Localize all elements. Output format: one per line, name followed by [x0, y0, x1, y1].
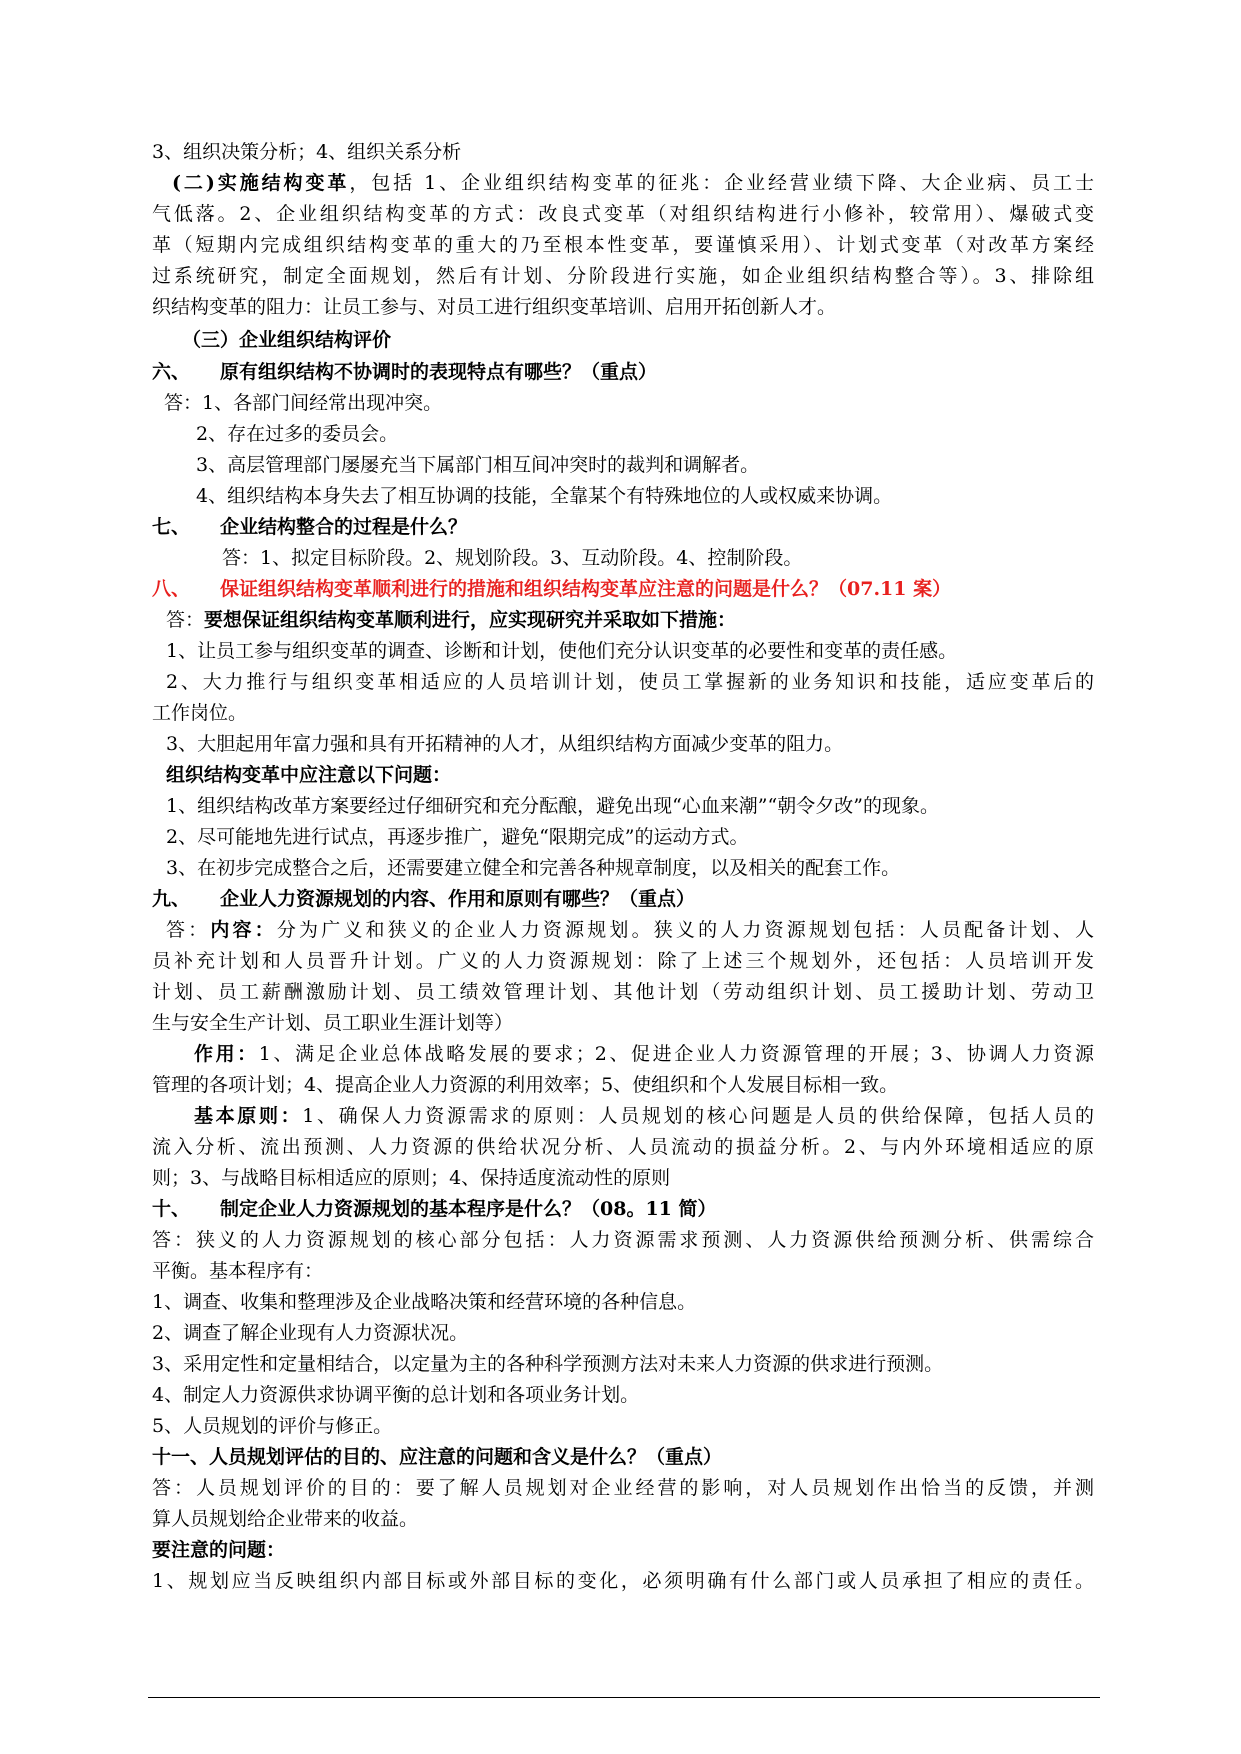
answer-line: 则；3、与战略目标相适应的原则；4、保持适度流动性的原则 [152, 1167, 671, 1189]
question-text: 企业人力资源规划的内容、作用和原则有哪些？（重点） [220, 888, 696, 910]
answer-line: 3、高层管理部门屡屡充当下属部门相互间冲突时的裁判和调解者。 [196, 454, 760, 476]
answer-line [194, 1104, 1094, 1128]
section-subheading: （三）企业组织结构评价 [182, 329, 392, 351]
question-number: 十、 [152, 1198, 191, 1220]
answer-line: 1、组织结构改革方案要经过仔细研究和充分酝酿，避免出现“心血来潮”“朝令夕改”的现象。 [166, 795, 939, 817]
answer-line: 2、大力推行与组织变革相适应的人员培训计划，使员工掌握新的业务知识和技能，适应变革后的 [166, 671, 1094, 693]
answer-line [166, 918, 1094, 942]
answer-line: 答：1、各部门间经常出现冲突。 [164, 392, 443, 414]
question-heading [152, 887, 695, 911]
answer-line: 2、尽可能地先进行试点，再逐步推广，避免“限期完成”的运动方式。 [166, 826, 749, 848]
question-heading [152, 1197, 717, 1221]
answer-line: 管理的各项计划；4、提高企业人力资源的利用效率；5、使组织和个人发展目标相一致。 [152, 1074, 899, 1096]
question-heading: 十一、人员规划评估的目的、应注意的问题和含义是什么？（重点） [152, 1446, 723, 1468]
answer-line: 4、制定人力资源供求协调平衡的总计划和各项业务计划。 [152, 1384, 640, 1406]
answer-line: 流入分析、流出预测、人力资源的供给状况分析、人员流动的损益分析。2、与内外环境相适应的原 [152, 1136, 1094, 1158]
answer-line: 答：狭义的人力资源规划的核心部分包括：人力资源需求预测、人力资源供给预测分析、供需综合 [152, 1229, 1094, 1251]
bold-text: 要想保证组织结构变革顺利进行，应实现研究并采取如下措施： [204, 609, 737, 631]
bold-text: 内容： [210, 919, 277, 941]
text-line: 气低落。2、企业组织结构变革的方式：改良式变革（对组织结构进行小修补，较常用）、爆破式变 [152, 203, 1094, 225]
footer-divider [148, 1697, 1100, 1698]
bold-text: 作用： [194, 1043, 259, 1065]
bold-text: 基本原则： [194, 1105, 303, 1127]
text-line: 织结构变革的阻力：让员工参与、对员工进行组织变革培训、启用开拓创新人才。 [152, 296, 837, 318]
answer-line: 计划、员工薪酬激励计划、员工绩效管理计划、其他计划（劳动组织计划、员工援助计划、劳动卫 [152, 981, 1094, 1003]
answer-line: 1、让员工参与组织变革的调查、诊断和计划，使他们充分认识变革的必要性和变革的责任感。 [166, 640, 958, 662]
bold-heading: (二)实施结构变革 [172, 172, 350, 194]
bold-subheading: 要注意的问题： [152, 1539, 286, 1561]
answer-prefix: 答： [166, 609, 205, 631]
answer-line: 2、调查了解企业现有人力资源状况。 [152, 1322, 469, 1344]
question-heading-highlighted [152, 577, 951, 601]
answer-line [194, 1042, 1094, 1066]
answer-line: 3、大胆起用年富力强和具有开拓精神的人才，从组织结构方面减少变革的阻力。 [166, 733, 844, 755]
answer-line: 平衡。基本程序有： [152, 1260, 324, 1282]
question-text: 保证组织结构变革顺利进行的措施和组织结构变革应注意的问题是什么？（07.11 案） [220, 578, 952, 600]
question-heading [152, 360, 657, 384]
answer-line: 工作岗位。 [152, 702, 248, 724]
answer-line [166, 608, 736, 632]
question-text: 制定企业人力资源规划的基本程序是什么？（08。11 简） [220, 1198, 717, 1220]
answer-line: 答：人员规划评价的目的：要了解人员规划对企业经营的影响，对人员规划作出恰当的反馈，并测 [152, 1477, 1094, 1499]
answer-line: 3、在初步完成整合之后，还需要建立健全和完善各种规章制度，以及相关的配套工作。 [166, 857, 901, 879]
answer-line: 3、采用定性和定量相结合，以定量为主的各种科学预测方法对未来人力资源的供求进行预测。 [152, 1353, 944, 1375]
question-number: 九、 [152, 888, 191, 910]
answer-line: 员补充计划和人员晋升计划。广义的人力资源规划：除了上述三个规划外，还包括：人员培训开发 [152, 950, 1094, 972]
bold-subheading: 组织结构变革中应注意以下问题： [166, 764, 452, 786]
text-span: 1、确保人力资源需求的原则：人员规划的核心问题是人员的供给保障，包括人员的 [302, 1105, 1094, 1127]
answer-line: 1、规划应当反映组织内部目标或外部目标的变化，必须明确有什么部门或人员承担了相应的责任。 [152, 1570, 1094, 1592]
text-line [172, 171, 1094, 195]
answer-prefix: 答： [166, 919, 211, 941]
question-number: 六、 [152, 361, 191, 383]
text-line: 3、组织决策分析；4、组织关系分析 [152, 141, 462, 163]
text-span: ，包括 1、企业组织结构变革的征兆：企业经营业绩下降、大企业病、员工士 [349, 172, 1094, 194]
question-text: 企业结构整合的过程是什么？ [220, 516, 468, 538]
question-text: 原有组织结构不协调时的表现特点有哪些？（重点） [220, 361, 658, 383]
answer-line: 4、组织结构本身失去了相互协调的技能，全靠某个有特殊地位的人或权威来协调。 [196, 485, 893, 507]
text-span: 分为广义和狭义的企业人力资源规划。狭义的人力资源规划包括：人员配备计划、人 [276, 919, 1094, 941]
answer-line: 算人员规划给企业带来的收益。 [152, 1508, 419, 1530]
text-span: 1、满足企业总体战略发展的要求；2、促进企业人力资源管理的开展；3、协调人力资源 [258, 1043, 1094, 1065]
question-number: 八、 [152, 578, 191, 600]
answer-line: 5、人员规划的评价与修正。 [152, 1415, 393, 1437]
answer-line: 1、调查、收集和整理涉及企业战略决策和经营环境的各种信息。 [152, 1291, 697, 1313]
question-heading [152, 515, 467, 539]
answer-line: 2、存在过多的委员会。 [196, 423, 399, 445]
answer-line: 生与安全生产计划、员工职业生涯计划等） [152, 1012, 514, 1034]
question-number: 七、 [152, 516, 191, 538]
answer-line: 答：1、拟定目标阶段。2、规划阶段。3、互动阶段。4、控制阶段。 [222, 547, 803, 569]
text-line: 过系统研究，制定全面规划，然后有计划、分阶段进行实施，如企业组织结构整合等）。3、排除组 [152, 265, 1094, 287]
text-line: 革（短期内完成组织结构变革的重大的乃至根本性变革，要谨慎采用）、计划式变革（对改革方案经 [152, 234, 1094, 256]
